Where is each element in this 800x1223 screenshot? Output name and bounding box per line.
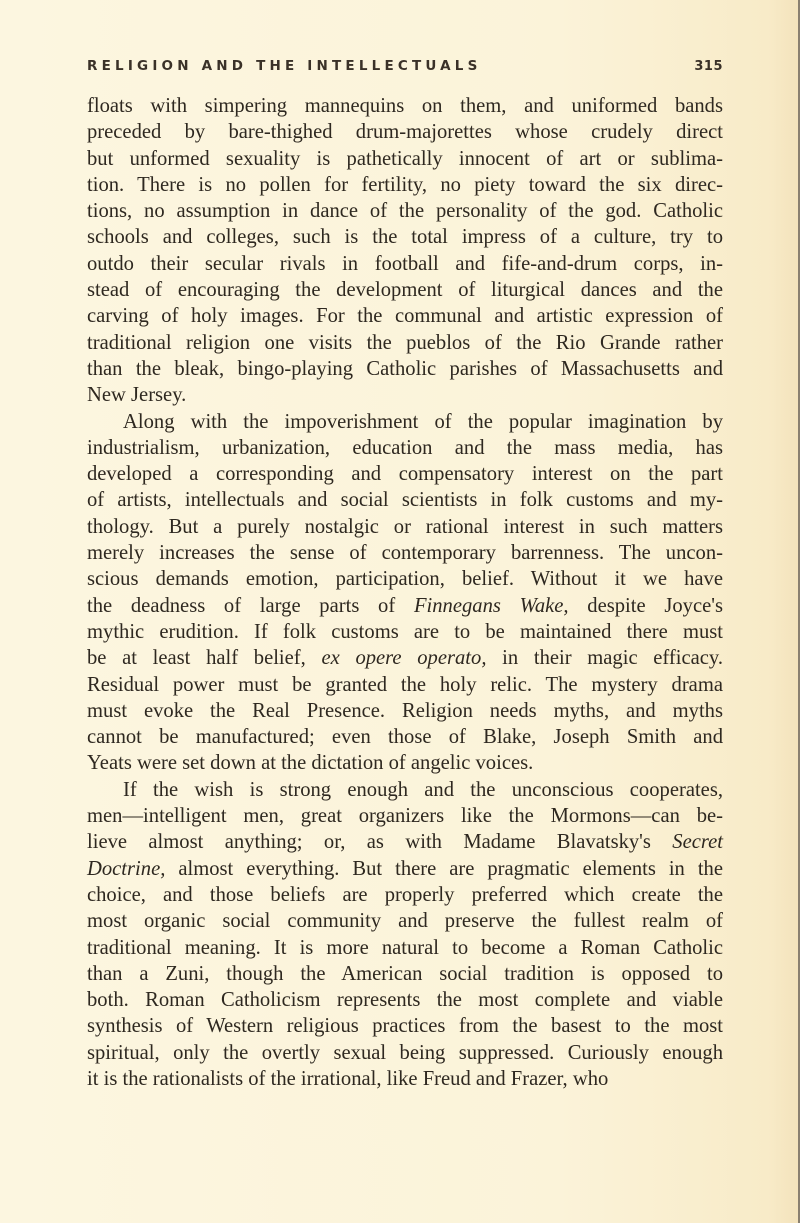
text-line xyxy=(87,330,723,356)
paragraph xyxy=(87,409,723,777)
text-line xyxy=(87,987,723,1013)
text-segment: New Jersey. xyxy=(87,384,187,407)
text-line xyxy=(87,461,723,487)
text-line xyxy=(87,672,723,698)
text-segment: be at least half belief, xyxy=(87,647,322,670)
text-line xyxy=(87,566,723,592)
text-line xyxy=(87,1013,723,1039)
text-segment: most organic social community and preserve the fullest realm of xyxy=(87,910,723,933)
text-line xyxy=(87,961,723,987)
text-segment: cannot be manufactured; even those of Blake, Joseph Smith and xyxy=(87,726,723,749)
text-line xyxy=(87,119,723,145)
text-segment: men—intelligent men, great organizers like the Mormons—can be- xyxy=(87,805,723,828)
text-segment: schools and colleges, such is the total impress of a culture, try to xyxy=(87,226,723,249)
text-line xyxy=(87,514,723,540)
page-number: 315 xyxy=(694,59,723,74)
text-segment: both. Roman Catholicism represents the most complete and viable xyxy=(87,989,723,1012)
text-segment: in their magic efficacy. xyxy=(486,647,723,670)
text-segment: industrialism, urbanization, education and the mass media, has xyxy=(87,436,723,459)
text-line xyxy=(87,803,723,829)
text-segment: the deadness of large parts of xyxy=(87,594,414,617)
text-line xyxy=(87,908,723,934)
text-line xyxy=(87,829,723,855)
text-line xyxy=(87,382,723,408)
text-segment: scious demands emotion, participation, belief. Without it we have xyxy=(87,568,723,591)
text-segment: synthesis of Western religious practices from the basest to the most xyxy=(87,1015,723,1038)
text-line xyxy=(87,935,723,961)
text-segment: floats with simpering mannequins on them, and uniformed bands xyxy=(87,95,723,117)
text-line xyxy=(87,198,723,224)
running-title: RELIGION AND THE INTELLECTUALS xyxy=(87,58,482,74)
paragraph xyxy=(87,93,723,409)
text-line xyxy=(87,172,723,198)
text-segment: it is the rationalists of the irrational, like Freud and Frazer, who xyxy=(87,1067,609,1090)
text-segment: than the bleak, bingo-playing Catholic parishes of Massachusetts and xyxy=(87,357,723,380)
text-line xyxy=(87,619,723,645)
text-segment: but unformed sexuality is pathetically innocent of art or sublima- xyxy=(87,147,723,170)
body-text xyxy=(87,93,723,1092)
text-segment: tion. There is no pollen for fertility, no piety toward the six direc- xyxy=(87,173,723,196)
text-segment: than a Zuni, though the American social tradition is opposed to xyxy=(87,962,723,985)
text-segment: outdo their secular rivals in football and fife-and-drum corps, in- xyxy=(87,252,723,275)
text-segment: preceded by bare-thighed drum-majorettes whose crudely direct xyxy=(87,121,723,144)
text-segment: Yeats were set down at the dictation of angelic voices. xyxy=(87,752,534,775)
text-segment: Along with the impoverishment of the popular imagination by xyxy=(123,410,723,433)
text-line xyxy=(87,540,723,566)
text-line xyxy=(87,1066,723,1092)
text-segment: of artists, intellectuals and social scientists in folk customs and my- xyxy=(87,489,723,512)
text-line xyxy=(87,487,723,513)
text-segment: spiritual, only the overtly sexual being suppressed. Curiously enough xyxy=(87,1041,723,1064)
text-segment: traditional meaning. It is more natural to become a Roman Catholic xyxy=(87,936,723,959)
text-line xyxy=(87,856,723,882)
text-segment: merely increases the sense of contemporary barrenness. The uncon- xyxy=(87,542,723,565)
text-line xyxy=(87,777,723,803)
italic-title: ex opere operato, xyxy=(321,647,487,670)
italic-title: Finnegans Wake, xyxy=(413,594,569,617)
italic-title: Doctrine, xyxy=(87,857,166,880)
paragraph xyxy=(87,777,723,1093)
text-line xyxy=(87,224,723,250)
text-line xyxy=(87,698,723,724)
text-segment: choice, and those beliefs are properly preferred which create the xyxy=(87,883,723,906)
text-line xyxy=(87,750,723,776)
text-segment: developed a corresponding and compensatory interest on the part xyxy=(87,463,723,486)
text-segment: If the wish is strong enough and the unconscious cooperates, xyxy=(123,778,723,801)
text-segment: lieve almost anything; or, as with Madame Blavatsky's xyxy=(87,831,673,854)
text-line xyxy=(87,356,723,382)
text-line xyxy=(87,593,723,619)
text-segment: carving of holy images. For the communal and artistic expression of xyxy=(87,305,723,328)
text-segment: mythic erudition. If folk customs are to be maintained there must xyxy=(87,620,723,643)
text-line xyxy=(87,882,723,908)
text-line xyxy=(87,645,723,671)
text-line xyxy=(87,303,723,329)
text-line xyxy=(87,1040,723,1066)
text-line xyxy=(87,277,723,303)
text-segment: almost everything. But there are pragmatic elements in the xyxy=(165,857,723,880)
text-line xyxy=(87,93,723,119)
text-line xyxy=(87,251,723,277)
text-segment: must evoke the Real Presence. Religion needs myths, and myths xyxy=(87,699,723,722)
text-segment: despite Joyce's xyxy=(568,594,723,617)
text-line xyxy=(87,409,723,435)
running-head xyxy=(87,58,723,84)
text-segment: stead of encouraging the development of liturgical dances and the xyxy=(87,279,723,302)
text-segment: Residual power must be granted the holy relic. The mystery drama xyxy=(87,673,723,696)
text-segment: thology. But a purely nostalgic or rational interest in such matters xyxy=(87,515,723,538)
text-line xyxy=(87,724,723,750)
text-line xyxy=(87,146,723,172)
text-line xyxy=(87,435,723,461)
italic-title: Secret xyxy=(672,831,723,854)
text-segment: traditional religion one visits the pueblos of the Rio Grande rather xyxy=(87,331,723,354)
text-segment: tions, no assumption in dance of the personality of the god. Catholic xyxy=(87,200,723,223)
